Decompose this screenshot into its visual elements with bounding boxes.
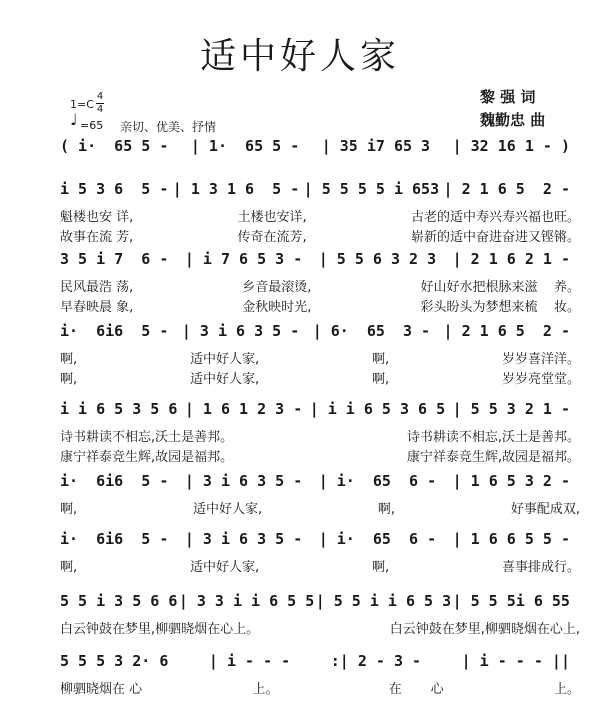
lyric-line-verse-1 (60, 678, 580, 697)
lyric-segment: 诗书耕读不相忘,沃土是善邦。 (60, 430, 234, 445)
lyric-segment: 上。 (553, 682, 580, 697)
lyric-segment: 啊, (371, 560, 390, 575)
lyric-segment: 适中好人家, (192, 502, 263, 517)
lyric-segment: 岁岁喜洋洋。 (501, 352, 580, 367)
measure: | i 7 6 5 3 - (184, 250, 303, 268)
lyric-line-verse-1 (60, 618, 580, 637)
time-signature-bottom: 4 (96, 104, 104, 115)
notation-row (60, 592, 570, 610)
lyric-segment: 崭新的适中奋进奋进又铿锵。 (410, 230, 580, 245)
measure: | i - - - (208, 652, 291, 670)
notation-row (60, 137, 570, 155)
lyric-segment: 好山好水把根脉来滋 养。 (420, 280, 580, 295)
lyric-segment: 适中好人家, (189, 352, 260, 367)
expression-marking: 亲切、优美、抒情 (120, 120, 217, 134)
measure: 5 5 5 3 2· 6 (60, 652, 169, 670)
lyric-segment: 啊, (377, 502, 396, 517)
lyric-segment: 民风最浩 荡, (60, 280, 134, 295)
lyric-line-verse-1 (60, 426, 580, 445)
lyric-segment: 传奇在流芳, (237, 230, 307, 245)
lyric-segment: 早春映晨 象, (60, 300, 134, 315)
lyric-segment: 适中好人家, (189, 560, 260, 575)
measure: :| 2 - 3 - (330, 652, 422, 670)
measure: | 3 3 i i 6 5 5 (178, 592, 315, 610)
lyric-segment: 故事在流 芳, (60, 230, 134, 245)
measure: | 3 i 6 3 5 - (184, 472, 303, 490)
lyric-line-verse-1 (60, 348, 580, 367)
measure: | 35 i7 65 3 (321, 137, 431, 155)
lyric-segment: 啊, (371, 352, 390, 367)
measure: | 5 5 6 3 2 3 (318, 250, 437, 268)
composer-credit: 魏勤忠 曲 (480, 111, 546, 129)
song-title: 适中好人家 (199, 36, 400, 77)
notation-row (60, 652, 570, 670)
lyric-line-verse-2 (60, 446, 580, 465)
lyric-segment: 啊, (60, 372, 78, 387)
measure: 5 5 i 3 5 6 6 (60, 592, 178, 610)
lyric-segment: 喜事排成行。 (501, 560, 580, 575)
measure: | 3 i 6 3 5 - (181, 322, 300, 340)
lyric-segment: 彩头盼头为梦想来梳 妆。 (420, 300, 580, 315)
measure: | 1 6 5 3 2 - (452, 472, 570, 490)
notation-row (60, 180, 570, 198)
lyric-segment: 岁岁亮堂堂。 (501, 372, 580, 387)
lyric-segment: 柳驷晓烟在 心 (60, 682, 143, 697)
lyric-segment: 上。 (252, 682, 279, 697)
notation-row (60, 322, 570, 340)
measure: | 2 1 6 5 2 - (443, 180, 570, 198)
measure: | 1 3 1 6 5 - (172, 180, 300, 198)
measure: | i i 6 5 3 6 5 (309, 400, 446, 418)
lyric-segment: 啊, (371, 372, 390, 387)
lyricist-credit: 黎 强 词 (480, 88, 536, 106)
measure: | 1 6 6 5 5 - (452, 530, 570, 548)
lyric-segment: 白云钟鼓在梦里,柳驷晓烟在心上。 (60, 622, 260, 637)
measure: | 2 1 6 5 2 - (443, 322, 570, 340)
lyric-line-verse-2 (60, 296, 580, 315)
lyric-segment: 好事配成双, (510, 502, 580, 517)
measure: | i· 65 6 - (318, 530, 437, 548)
notation-row (60, 250, 570, 268)
lyric-line-verse-1 (60, 556, 580, 575)
measure: ( i· 65 5 - (60, 137, 169, 155)
measure: | i· 65 6 - (318, 472, 437, 490)
measure: | 5 5 i i 6 5 3 (315, 592, 452, 610)
lyric-segment: 啊, (60, 502, 78, 517)
notation-row (60, 530, 570, 548)
time-signature (96, 92, 104, 115)
lyric-segment: 诗书耕读不相忘,沃土是善邦。 (406, 430, 580, 445)
measure: | 1· 65 5 - (190, 137, 300, 155)
measure: | 3 i 6 3 5 - (184, 530, 303, 548)
measure: | i - - - || (461, 652, 570, 670)
measure: i· 6i6 5 - (60, 472, 169, 490)
measure: | 5 5 3 2 1 - (452, 400, 570, 418)
measure: | 1 6 1 2 3 - (184, 400, 303, 418)
lyric-segment: 白云钟鼓在梦里,柳驷晓烟在心上, (389, 622, 580, 637)
lyric-segment: 魁楼也安 详, (60, 210, 134, 225)
lyric-line-verse-2 (60, 226, 580, 245)
measure: i· 6i6 5 - (60, 530, 169, 548)
tempo-marking: =65 (80, 119, 104, 132)
measure: | 2 1 6 2 1 - (452, 250, 570, 268)
lyric-line-verse-1 (60, 498, 580, 517)
lyric-line-verse-1 (60, 276, 580, 295)
lyric-segment: 适中好人家, (189, 372, 260, 387)
lyric-segment: 土楼也安详, (237, 210, 307, 225)
lyric-segment: 古老的适中寿兴寿兴福也旺。 (410, 210, 580, 225)
measure: | 5 5 5i 6 55 (452, 592, 570, 610)
quarter-note-icon: ♩ (70, 110, 78, 129)
measure: i· 6i6 5 - (60, 322, 169, 340)
measure: i 5 3 6 5 - (60, 180, 169, 198)
lyric-segment: 在 心 (388, 682, 444, 697)
key-signature: 1=C (70, 98, 94, 111)
lyric-segment: 乡音最滚烫, (242, 280, 312, 295)
lyric-segment: 康宁祥泰竞生辉,故园是福邦。 (60, 450, 234, 465)
measure: | 5 5 5 5 i 653 (303, 180, 440, 198)
measure: | 6· 65 3 - (312, 322, 431, 340)
lyric-line-verse-2 (60, 368, 580, 387)
lyric-segment: 康宁祥泰竞生辉,故园是福邦。 (406, 450, 580, 465)
lyric-segment: 啊, (60, 352, 78, 367)
lyric-segment: 金秋映时光, (242, 300, 312, 315)
lyric-line-verse-1 (60, 206, 580, 225)
measure: 3 5 i 7 6 - (60, 250, 169, 268)
notation-row (60, 472, 570, 490)
measure: | 32 16 1 - ) (452, 137, 570, 155)
measure: i i 6 5 3 5 6 (60, 400, 178, 418)
time-signature-top: 4 (96, 91, 104, 102)
notation-row (60, 400, 570, 418)
lyric-segment: 啊, (60, 560, 78, 575)
